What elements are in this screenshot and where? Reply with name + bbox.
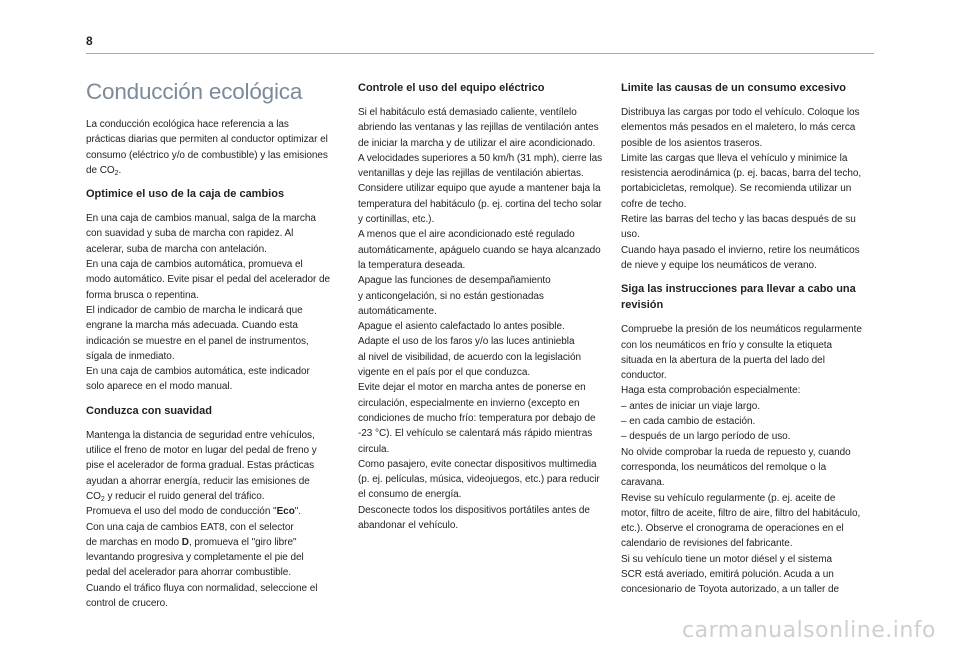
page-number: 8 — [86, 34, 93, 48]
maintenance-paragraph: Compruebe la presión de los neumáticos regularmente con los neumáticos en frío y consulte la etiqueta situada en la abertura de la puerta del lado del conductor. Haga esta comprobación especialmente: – antes de iniciar un viaje largo. – en cada cambio de estación. – después de un largo período de uso. No olvide comprobar la rueda de repuesto y, cuando corresponda, los neumáticos del remolque o la caravana. Revise su vehículo regularmente (p. ej. aceite de motor, filtro de aceite, filtro de aire, filtro del habitáculo, etc.). Observe el cronograma de operaciones en el calendario de revisiones del fabricante. Si su vehículo tiene un motor diésel y el sistema SCR está averiado, emitirá polución. Acuda a un concesionario de Toyota autorizado, a un taller de — [621, 324, 862, 596]
smooth-text-c: ". Con una caja de cambios EAT8, con el selector de marchas en modo — [86, 506, 301, 548]
excess-consumption-heading: Limite las causas de un consumo excesivo — [621, 82, 846, 94]
smooth-driving-heading: Conduzca con suavidad — [86, 404, 212, 417]
smooth-text-a: Mantenga la distancia de seguridad entre vehículos, utilice el freno de motor en lugar del pedal de freno y pise el acelerador de forma gradual. Estas prácticas ayudan a ahorrar energía, reducir las emisiones de CO — [86, 429, 317, 502]
page-title: Conducción ecológica — [86, 79, 303, 104]
watermark-text: carmanualsonline.info — [682, 618, 936, 643]
electrical-paragraph: Si el habitáculo está demasiado caliente, ventílelo abriendo las ventanas y las rejillas de ventilación antes de iniciar la marcha y de utilizar el aire acondicionado. A velocidades superiores a 50 km/h (31 mph), cierre las ventanillas y deje las rejillas de ventilación abiertas. Considere utilizar equipo que ayude a mantener baja la temperatura del habitáculo (p. ej. cortina del techo solar y cortinillas, etc.). A menos que el aire acondicionado esté regulado automáticamente, apáguelo cuando se haya alcanzado la temperatura deseada. Apague las funciones de desempañamiento y anticongelación, si no están gestionadas automáticamente. Apague el asiento calefactado lo antes posible. Adapte el uso de los faros y/o las luces antiniebla al nivel de visibilidad, de acuerdo con la legislación vigente en el país por el que conduzca. Evite dejar el motor en marcha antes de ponerse en circulación, especialmente en invierno (excepto en condiciones de mucho frío: temperatura por debajo de -23 °C). El vehículo se calentará más rápido mientras circula. Como pasajero, evite conectar dispositivos multimedia (p. ej. películas, música, videojuegos, etc.) para reducir el consumo de energía. Desconecte todos los dispositivos portátiles antes de abandonar el vehículo. — [358, 107, 603, 532]
excess-consumption-paragraph: Distribuya las cargas por todo el vehículo. Coloque los elementos más pesados en el maletero, lo más cerca posible de los asientos traseros. Limite las cargas que lleva el vehículo y minimice la resistencia aerodinámica (p. ej. bacas, barra del techo, portabicicletas, remolque). Se recomienda utilizar un cofre de techo. Retire las barras del techo y las bacas después de su uso. Cuando haya pasado el invierno, retire los neumáticos de nieve y equipe los neumáticos de verano. — [621, 107, 862, 271]
column-right — [621, 80, 876, 606]
intro-subscript: 2 — [114, 169, 119, 177]
smooth-text-b: y reducir el ruido general del tráfico. Promueva el uso del modo de conducción " — [86, 490, 277, 518]
smooth-text-d: , promueva el "giro libre" levantando progresiva y completamente el pie del pedal del acelerador para ahorrar combustible. Cuando el tráfico fluya con normalidad, seleccione el control de crucero. — [86, 536, 318, 610]
maintenance-heading: Siga las instrucciones para llevar a cabo una revisión — [621, 283, 856, 312]
smooth-subscript: 2 — [100, 495, 105, 503]
intro-end: . — [118, 164, 122, 176]
drive-mode-label: D — [181, 536, 189, 548]
gearbox-paragraph: En una caja de cambios manual, salga de la marcha con suavidad y suba de marcha con rapidez. Al acelerar, suba de marcha con antelación. En una caja de cambios automática, promueva el modo automático. Evite pisar el pedal del acelerador de forma brusca o repentina. El indicador de cambio de marcha le indicará que engrane la marcha más adecuada. Cuando esta indicación se muestre en el panel de instrumentos, sígala de inmediato. En una caja de cambios automática, este indicador solo aparece en el modo manual. — [86, 213, 331, 393]
gearbox-heading: Optimice el uso de la caja de cambios — [86, 188, 285, 201]
eco-mode-label: Eco — [276, 506, 295, 518]
intro-paragraph — [86, 117, 341, 178]
intro-text: La conducción ecológica hace referencia a las prácticas diarias que permiten al conductor optimizar el consumo (eléctrico y/o de combustible) y las emisiones de CO — [86, 119, 328, 176]
header-divider — [86, 53, 874, 54]
column-left — [86, 78, 341, 619]
column-middle — [358, 80, 613, 541]
electrical-heading: Controle el uso del equipo eléctrico — [358, 82, 545, 94]
smooth-driving-paragraph — [86, 428, 341, 612]
